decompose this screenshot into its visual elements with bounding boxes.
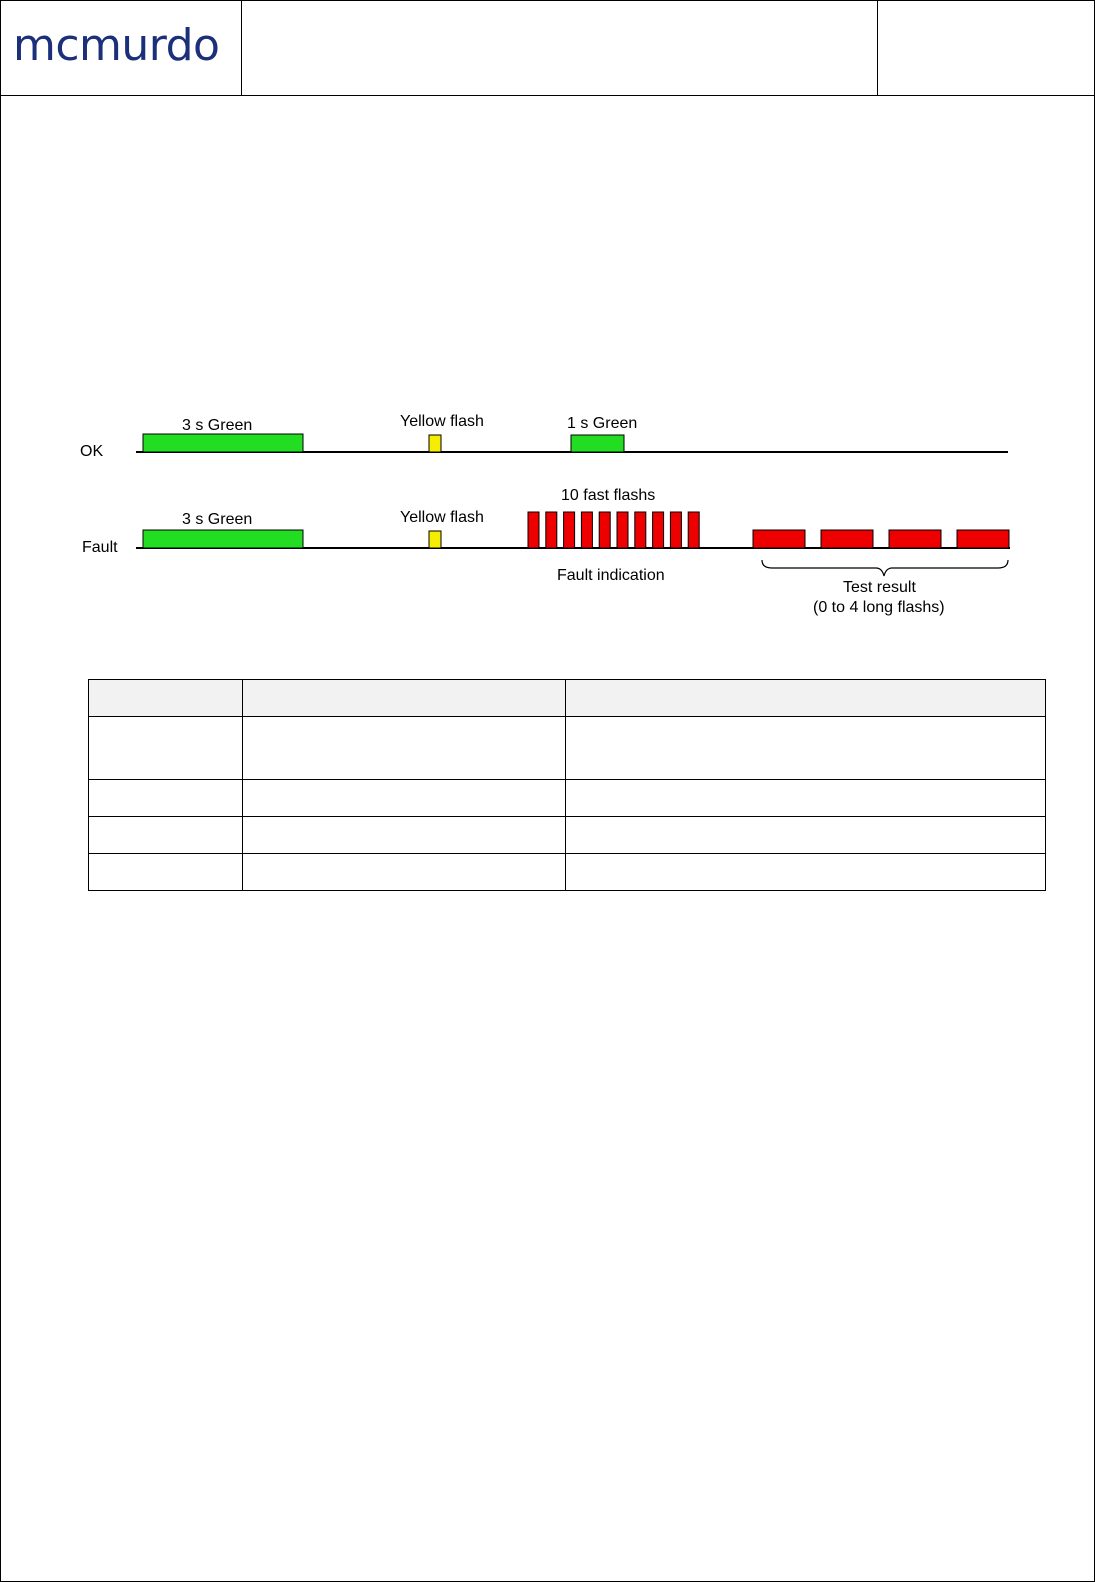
header-ref-cell	[878, 1, 1094, 95]
table-cell	[243, 817, 566, 854]
ok-green-3s-label: 3 s Green	[182, 417, 253, 434]
document-header	[1, 1, 1094, 96]
table-cell	[243, 854, 566, 891]
table-cell	[243, 717, 566, 780]
long-flash-pulse	[889, 530, 941, 548]
ok-yellow-label: Yellow flash	[400, 413, 484, 430]
indication-table	[88, 679, 1046, 891]
ok-yellow-flash	[429, 435, 441, 452]
table-row	[89, 717, 1046, 780]
header-title-cell	[242, 1, 878, 95]
fault-yellow-label: Yellow flash	[400, 509, 484, 526]
table-cell	[566, 817, 1046, 854]
mcmurdo-logo: mcmurdo	[13, 20, 220, 71]
long-flash-pulse	[957, 530, 1009, 548]
fault-indication-label: Fault indication	[557, 567, 665, 584]
fast-flash-pulse	[528, 512, 539, 548]
table-cell	[243, 780, 566, 817]
table-header-cell	[89, 680, 243, 717]
ok-green-1s-label: 1 s Green	[567, 415, 638, 432]
long-flash-pulse	[821, 530, 873, 548]
table-cell	[89, 854, 243, 891]
long-flashes-group	[753, 530, 1009, 548]
fast-flash-pulse	[564, 512, 575, 548]
led-flash-timing-svg	[0, 380, 1095, 640]
table-cell	[566, 717, 1046, 780]
fast-flash-pulse	[688, 512, 699, 548]
table-cell	[566, 780, 1046, 817]
table-cell	[89, 780, 243, 817]
long-flash-pulse	[753, 530, 805, 548]
table-cell	[566, 854, 1046, 891]
ok-green-1s-flash	[571, 435, 624, 452]
fault-green-3s-flash	[143, 530, 303, 548]
fast-flash-pulse	[635, 512, 646, 548]
table-header-cell	[566, 680, 1046, 717]
fault-yellow-flash	[429, 531, 441, 548]
fast-flash-pulse	[670, 512, 681, 548]
row-label-fault: Fault	[82, 539, 118, 556]
test-result-brace	[762, 560, 1008, 576]
fast-flash-pulse	[581, 512, 592, 548]
led-flash-diagram	[0, 380, 1095, 640]
table-row	[89, 780, 1046, 817]
logo-cell	[1, 1, 242, 95]
fast-flash-pulse	[617, 512, 628, 548]
fast-flash-pulse	[653, 512, 664, 548]
table-header-row	[89, 680, 1046, 717]
ok-green-3s-flash	[143, 434, 303, 452]
fast-flashes-label: 10 fast flashs	[561, 487, 656, 504]
table-row	[89, 854, 1046, 891]
fault-green-3s-label: 3 s Green	[182, 511, 253, 528]
fast-flashes-group	[528, 512, 699, 548]
fast-flash-pulse	[546, 512, 557, 548]
fast-flash-pulse	[599, 512, 610, 548]
test-result-sub-label: (0 to 4 long flashs)	[813, 599, 945, 616]
test-result-label: Test result	[843, 579, 916, 596]
row-label-ok: OK	[80, 443, 104, 460]
table-cell	[89, 717, 243, 780]
table-header-cell	[243, 680, 566, 717]
table-cell	[89, 817, 243, 854]
table-row	[89, 817, 1046, 854]
